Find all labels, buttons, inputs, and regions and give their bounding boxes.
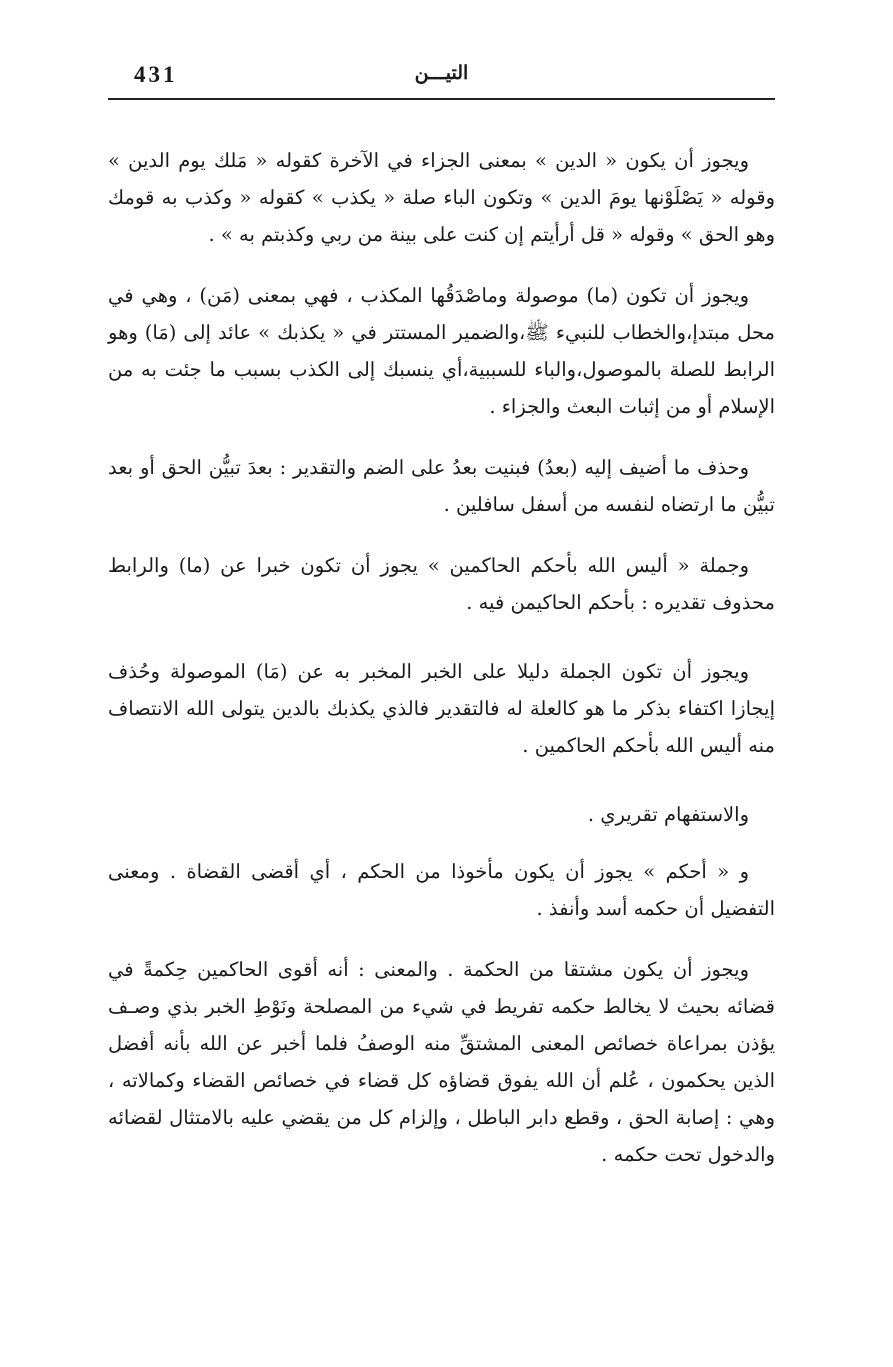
page-number: 431 [134,62,178,87]
running-title: التيـــن [414,62,469,84]
paragraph: ويجوز أن يكون « الدين » بمعنى الجزاء في الآخرة كقوله « مَلك يوم الدين » وقوله « يَصْلَوْنها يومَ الدين » وتكون الباء صلة « يكذب » كقوله « وكذب به قومك وهو الحق » وقوله « قل أرأيتم إن كنت على بينة من ربي وكذبتم به » . [108,149,775,246]
paragraph: و « أحكم » يجوز أن يكون مأخوذا من الحكم ، أي أقضى القضاة . ومعنى التفضيل أن حكمه أسد وأنفذ . [108,860,775,920]
paragraph: وحذف ما أضيف إليه (بعدُ) فبنيت بعدُ على الضم والتقدير : بعدَ تبيُّن الحق أو بعد تبيُّن ما ارتضاه لنفسه من أسفل سافلين . [108,456,775,516]
paragraph: والاستفهام تقريري . [587,803,749,826]
paragraph: ويجوز أن تكون (ما) موصولة وماصْدَقُها المكذب ، فهي بمعنى (مَن) ، وهي في محل مبتدإ،والخطاب للنبيء ﷺ،والضمير المستتر في « يكذبك » عائد إلى (مَا) وهو الرابط للصلة بالموصول،والباء للسببية،أي ينسبك إلى الكذب بسبب ما جئت به من الإسلام أو من إثبات البعث والجزاء . [108,284,775,418]
page-header [108,58,775,100]
body-text [108,142,775,1173]
paragraph: ويجوز أن يكون مشتقا من الحكمة . والمعنى : أنه أقوى الحاكمين حِكمةً في قضائه بحيث لا يخالط حكمه تفريط في شيء من المصلحة ونَوْطِ الخبر بذي وصـف يؤذن بمراعاة خصائص المعنى المشتقِّ منه الوصفُ فلما أخبر عن الله بأنه أفضل الذين يحكمون ، عُلم أن الله يفوق قضاؤه كل قضاء في خصائص القضاء وكمالاته ، وهي : إصابة الحق ، وقطع دابر الباطل ، وإلزام كل من يقضي عليه بالامتثال لقضائه والدخول تحت حكمه . [108,958,775,1166]
paragraph: ويجوز أن تكون الجملة دليلا على الخبر المخبر به عن (مَا) الموصولة وحُذف إيجازا اكتفاء بذكر ما هو كالعلة له فالتقدير فالذي يكذبك بالدين يتولى الله الانتصاف منه أليس الله بأحكم الحاكمين . [108,660,775,757]
paragraph: وجملة « أليس الله بأحكم الحاكمين » يجوز أن تكون خبرا عن (ما) والرابط محذوف تقديره : بأحكم الحاكيمن فيه . [108,554,775,614]
